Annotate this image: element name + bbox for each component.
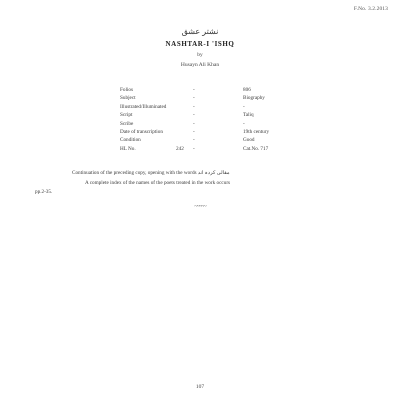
metadata-label: HL No. bbox=[120, 145, 136, 152]
metadata-label: Illustrated/Illuminated bbox=[120, 103, 167, 110]
metadata-row-illustrated bbox=[120, 103, 360, 111]
metadata-value: 806 bbox=[243, 87, 251, 93]
note-line-1 bbox=[72, 170, 230, 176]
file-reference: F.No. 3.2.2013 bbox=[353, 6, 388, 12]
metadata-row-date bbox=[120, 128, 360, 136]
metadata-value: Taliq bbox=[243, 112, 254, 119]
metadata-separator: - bbox=[193, 120, 195, 127]
metadata-separator: - bbox=[193, 95, 195, 102]
metadata-separator: - bbox=[193, 87, 195, 93]
note-line-2: A complete index of the names of the poets treated in the work occurs bbox=[85, 180, 231, 186]
metadata-row-script bbox=[120, 111, 360, 119]
metadata-value: Good bbox=[243, 137, 255, 144]
metadata-row-condition bbox=[120, 136, 360, 144]
metadata-number: 242 bbox=[176, 145, 184, 152]
by-line: by bbox=[197, 52, 203, 58]
metadata-label: Subject bbox=[120, 95, 136, 102]
urdu-title: نشتر عشق bbox=[181, 27, 219, 36]
metadata-value: - bbox=[243, 103, 245, 110]
author-name: Husayn Ali Khan bbox=[180, 62, 220, 68]
page-number: 107 bbox=[195, 384, 205, 390]
note-text: Continuation of the preceding copy, opening with the words bbox=[72, 170, 197, 176]
metadata-row-subject bbox=[120, 94, 360, 102]
section-divider: ~~~~~ bbox=[194, 204, 206, 210]
metadata-value: 19th century bbox=[243, 128, 270, 135]
metadata-value: - bbox=[243, 120, 245, 127]
metadata-label: Script bbox=[120, 112, 133, 119]
metadata-label: Condition bbox=[120, 137, 141, 144]
metadata-label: Folios bbox=[120, 87, 133, 93]
metadata-separator: - bbox=[193, 103, 195, 110]
metadata-label: Date of transcription bbox=[120, 128, 163, 135]
manuscript-title: NASHTAR-I 'ISHQ bbox=[165, 40, 235, 48]
metadata-label: Scribe bbox=[120, 120, 134, 127]
arabic-opening-words: مقالی کردہ اند bbox=[197, 170, 230, 176]
note-line-3: pp.2-35. bbox=[35, 189, 53, 195]
metadata-row-scribe bbox=[120, 120, 360, 128]
metadata-table bbox=[120, 86, 360, 153]
metadata-separator: - bbox=[193, 128, 195, 135]
metadata-row-folios bbox=[120, 86, 360, 94]
metadata-value: Cat.No. 717 bbox=[243, 145, 269, 152]
metadata-separator: - bbox=[193, 137, 195, 144]
metadata-value: Biography bbox=[243, 95, 265, 102]
metadata-row-hl-no bbox=[120, 145, 360, 153]
metadata-separator: - bbox=[193, 112, 195, 119]
metadata-separator: - bbox=[193, 145, 195, 152]
